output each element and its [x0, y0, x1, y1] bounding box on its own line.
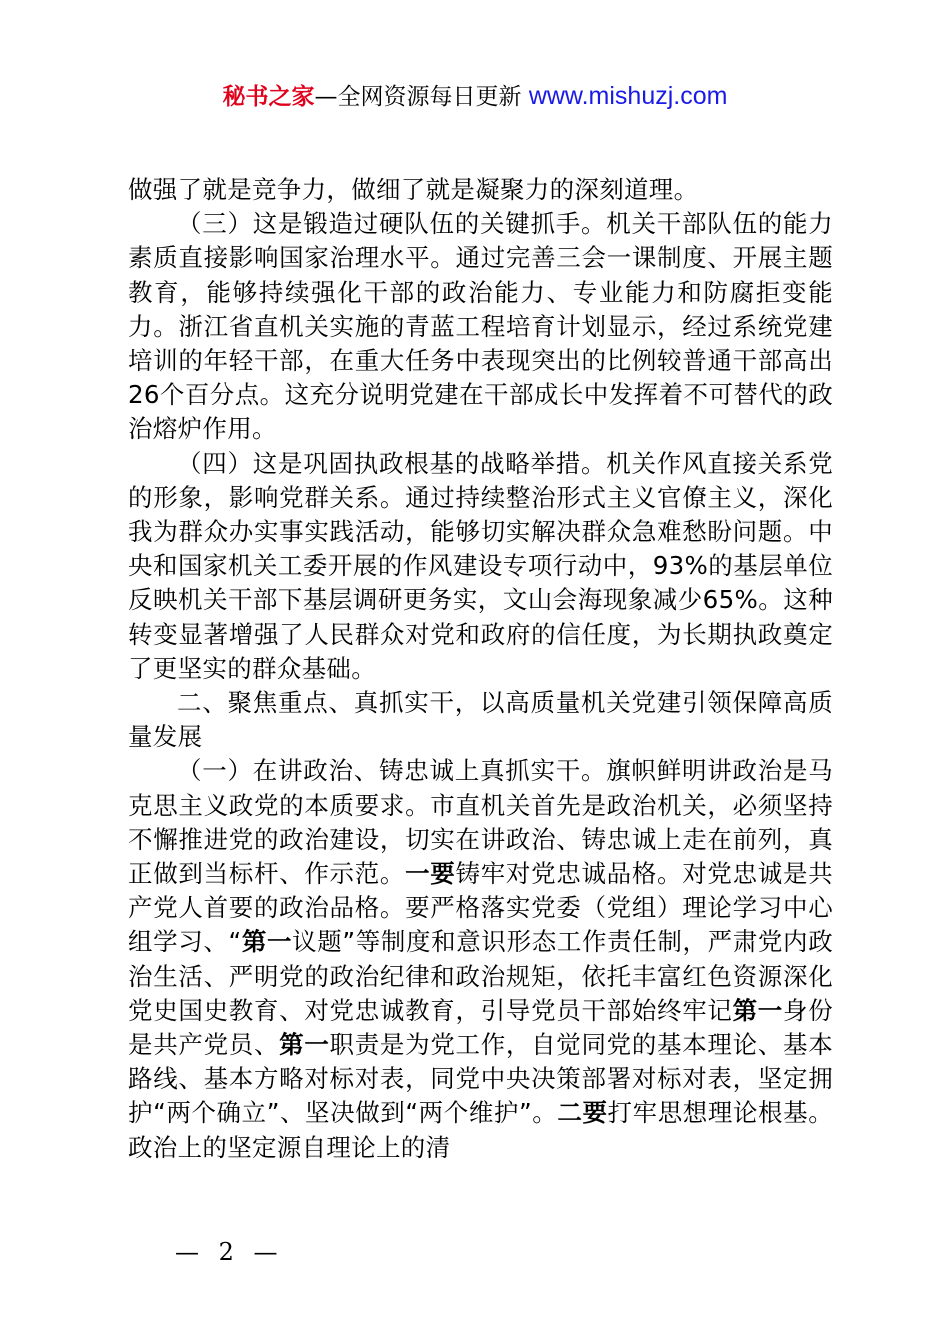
paragraph — [128, 173, 833, 207]
bold-run: 第一 — [279, 1030, 330, 1060]
text-run: 议题”等制度和意识形态工作责任制，严肃党内政治生活、严明党的政治纪律和政治规矩，依托丰富红色资源深化党史国史教育、对党忠诚教育，引导党员干部始终牢记 — [128, 927, 833, 1025]
site-watermark-header — [0, 80, 950, 113]
paragraph — [128, 207, 833, 446]
bold-run: 一要 — [405, 859, 456, 889]
site-url: www.mishuzj.com — [528, 82, 728, 110]
text-run: 铸牢对党忠诚品格。对党忠诚是共产党人首要的政治品格。要严格落实党委（党组）理论学习中心组学习、“ — [128, 859, 833, 957]
bold-run: 第一 — [241, 927, 293, 957]
document-body — [128, 173, 833, 1165]
text-run: （一）在讲政治、铸忠诚上真抓实干。旗帜鲜明讲政治是马克思主义政党的本质要求。市直机关首先是政治机关，必须坚持不懈推进党的政治建设，切实在讲政治、铸忠诚上走在前列，真正做到当标杆、作示范。 — [128, 756, 833, 889]
paragraph — [128, 447, 833, 686]
paragraph — [128, 754, 833, 1164]
text-run: 二、聚焦重点、真抓实干，以高质量机关党建引领保障高质量发展 — [128, 688, 833, 752]
bold-run: 第一 — [732, 995, 783, 1025]
text-run: （三）这是锻造过硬队伍的关键抓手。机关干部队伍的能力素质直接影响国家治理水平。通过完善三会一课制度、开展主题教育，能够持续强化干部的政治能力、专业能力和防腐拒变能力。浙江省直机关实施的青蓝工程培育计划显示，经过系统党建培训的年轻干部，在重大任务中表现突出的比例较普通干部高出26个百分点。这充分说明党建在干部成长中发挥着不可替代的政治熔炉作用。 — [128, 209, 833, 444]
page-number: — 2 — — [175, 1238, 284, 1266]
text-run: （四）这是巩固执政根基的战略举措。机关作风直接关系党的形象，影响党群关系。通过持续整治形式主义官僚主义，深化我为群众办实事实践活动，能够切实解决群众急难愁盼问题。中央和国家机关工委开展的作风建设专项行动中，93%的基层单位反映机关干部下基层调研更务实，文山会海现象减少65%。这种转变显著增强了人民群众对党和政府的信任度，为长期执政奠定了更坚实的群众基础。 — [128, 448, 833, 683]
paragraph — [128, 686, 833, 754]
brand-name: 秘书之家 — [222, 84, 315, 110]
text-run: 打牢思想理论根基。政治上的坚定源自理论上的清 — [128, 1098, 833, 1162]
text-run: 做强了就是竞争力，做细了就是凝聚力的深刻道理。 — [128, 175, 699, 204]
text-run: 职责是为党工作，自觉同党的基本理论、基本路线、基本方略对标对表，同党中央决策部署对标对表，坚定拥护“两个确立”、坚决做到“两个维护”。 — [128, 1030, 833, 1128]
header-tagline: —全网资源每日更新 — [314, 84, 522, 110]
text-run: 身份是共产党员、 — [128, 995, 833, 1060]
bold-run: 二要 — [557, 1098, 608, 1128]
